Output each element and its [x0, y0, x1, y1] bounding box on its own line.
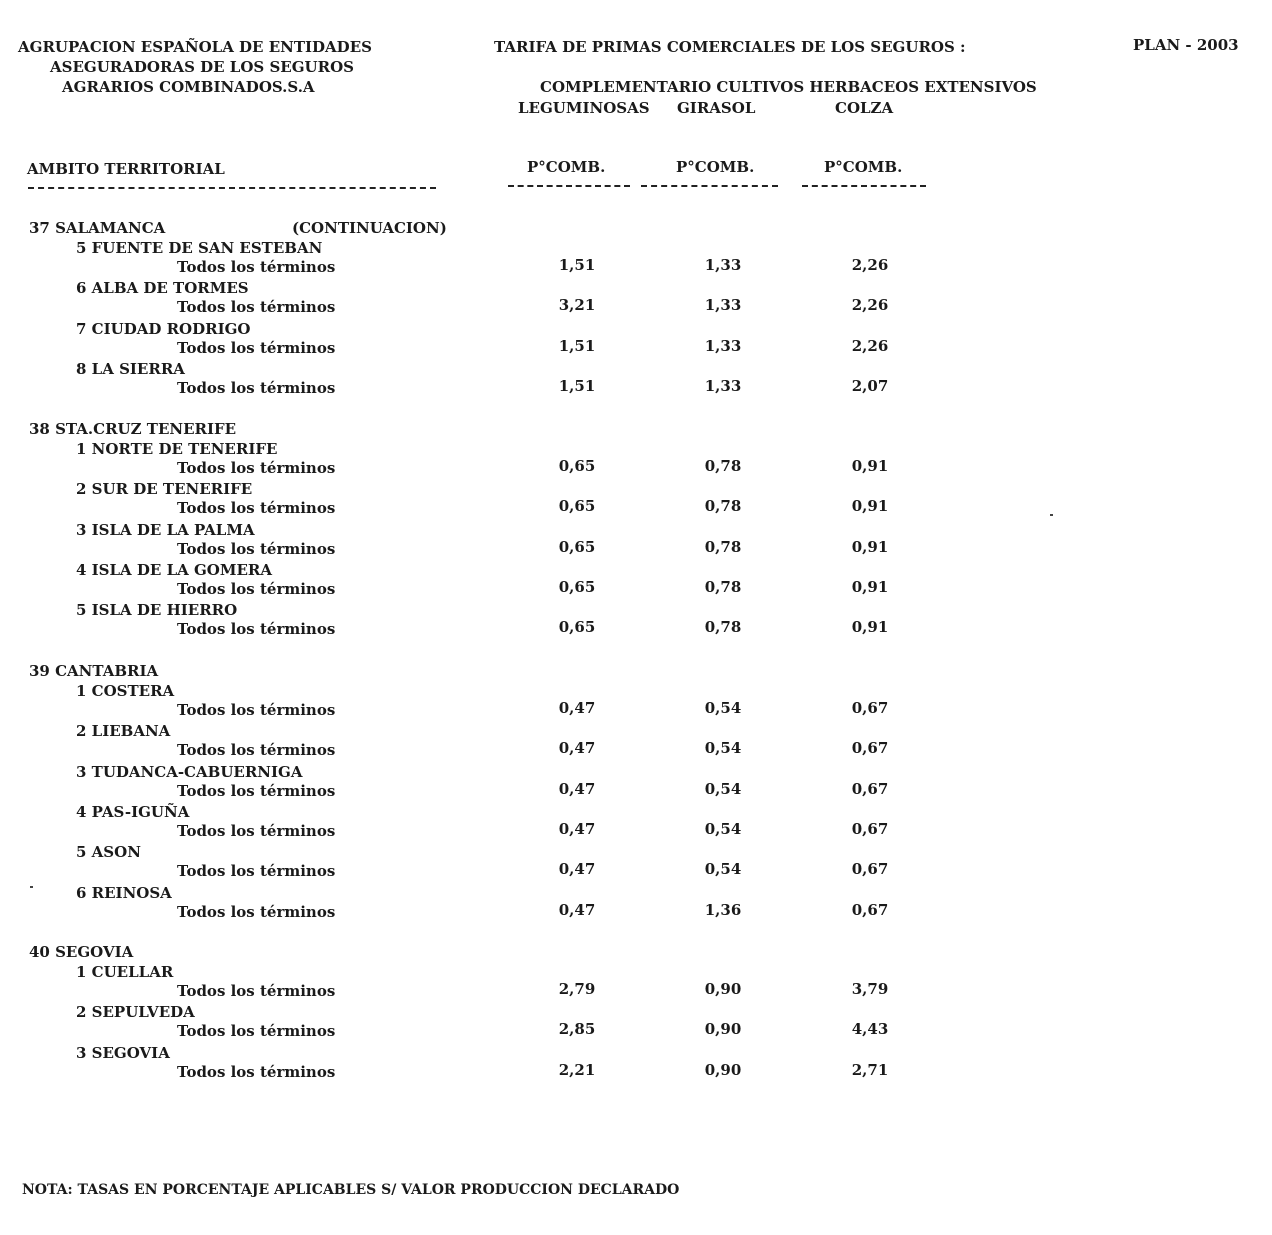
terms-label: Todos los términos [177, 620, 336, 638]
rate-value-colza: 0,91 [851, 538, 889, 556]
rate-value-leguminosas: 0,65 [558, 578, 596, 596]
rate-value-girasol: 0,54 [704, 780, 742, 798]
rate-value-leguminosas: 0,47 [558, 901, 596, 919]
insurance-subtitle: COMPLEMENTARIO CULTIVOS HERBACEOS EXTENSIVOS [540, 78, 1037, 96]
header-separator-leguminosas [508, 185, 630, 187]
scan-speck [30, 886, 33, 888]
org-name-line-3: AGRARIOS COMBINADOS.S.A [62, 78, 315, 96]
rate-value-girasol: 0,54 [704, 860, 742, 878]
rate-value-leguminosas: 0,47 [558, 820, 596, 838]
comarca-name: 5 ISLA DE HIERRO [76, 601, 238, 619]
rate-value-girasol: 0,78 [704, 457, 742, 475]
rate-value-colza: 2,26 [851, 256, 889, 274]
rate-value-girasol: 1,33 [704, 256, 742, 274]
rate-value-girasol: 0,90 [704, 980, 742, 998]
rate-value-girasol: 0,78 [704, 538, 742, 556]
rate-value-colza: 0,67 [851, 739, 889, 757]
rate-value-leguminosas: 1,51 [558, 377, 596, 395]
rate-value-leguminosas: 0,47 [558, 780, 596, 798]
terms-label: Todos los términos [177, 903, 336, 921]
rate-value-colza: 4,43 [851, 1020, 889, 1038]
rate-value-leguminosas: 2,85 [558, 1020, 596, 1038]
rate-value-leguminosas: 2,21 [558, 1061, 596, 1079]
rate-value-colza: 2,71 [851, 1061, 889, 1079]
org-name-line-2: ASEGURADORAS DE LOS SEGUROS [50, 58, 354, 76]
rate-value-girasol: 1,36 [704, 901, 742, 919]
terms-label: Todos los términos [177, 379, 336, 397]
rate-value-leguminosas: 0,65 [558, 497, 596, 515]
rate-value-leguminosas: 2,79 [558, 980, 596, 998]
comarca-name: 4 ISLA DE LA GOMERA [76, 561, 273, 579]
terms-label: Todos los términos [177, 258, 336, 276]
rate-value-colza: 0,67 [851, 820, 889, 838]
rate-value-leguminosas: 0,47 [558, 860, 596, 878]
terms-label: Todos los términos [177, 862, 336, 880]
rate-value-colza: 0,67 [851, 699, 889, 717]
crop-header-colza: COLZA [835, 99, 894, 117]
rate-value-colza: 3,79 [851, 980, 889, 998]
comarca-name: 5 ASON [76, 843, 141, 861]
rate-value-girasol: 1,33 [704, 377, 742, 395]
rate-value-colza: 0,91 [851, 497, 889, 515]
rate-value-girasol: 0,54 [704, 739, 742, 757]
terms-label: Todos los términos [177, 339, 336, 357]
rate-value-leguminosas: 3,21 [558, 296, 596, 314]
rate-value-leguminosas: 0,65 [558, 457, 596, 475]
footer-note: NOTA: TASAS EN PORCENTAJE APLICABLES S/ VALOR PRODUCCION DECLARADO [22, 1182, 680, 1198]
rate-value-girasol: 0,54 [704, 699, 742, 717]
rate-value-girasol: 0,90 [704, 1061, 742, 1079]
comarca-name: 2 SEPULVEDA [76, 1003, 195, 1021]
terms-label: Todos los términos [177, 701, 336, 719]
column-subheader-leguminosas: P°COMB. [527, 158, 606, 176]
province-heading: 40 SEGOVIA [29, 943, 134, 961]
continuation-note: (CONTINUACION) [292, 219, 447, 237]
terms-label: Todos los términos [177, 459, 336, 477]
rate-value-leguminosas: 1,51 [558, 337, 596, 355]
comarca-name: 3 SEGOVIA [76, 1044, 170, 1062]
comarca-name: 1 NORTE DE TENERIFE [76, 440, 278, 458]
rate-value-girasol: 0,78 [704, 618, 742, 636]
terms-label: Todos los términos [177, 741, 336, 759]
rate-value-girasol: 1,33 [704, 337, 742, 355]
comarca-name: 3 TUDANCA-CABUERNIGA [76, 763, 303, 781]
province-heading: 39 CANTABRIA [29, 662, 159, 680]
rate-value-colza: 2,07 [851, 377, 889, 395]
terms-label: Todos los términos [177, 499, 336, 517]
terms-label: Todos los términos [177, 782, 336, 800]
terms-label: Todos los términos [177, 982, 336, 1000]
rate-value-girasol: 0,54 [704, 820, 742, 838]
rate-value-leguminosas: 1,51 [558, 256, 596, 274]
comarca-name: 2 LIEBANA [76, 722, 171, 740]
rate-value-leguminosas: 0,65 [558, 538, 596, 556]
terms-label: Todos los términos [177, 580, 336, 598]
comarca-name: 2 SUR DE TENERIFE [76, 480, 253, 498]
org-name-line-1: AGRUPACION ESPAÑOLA DE ENTIDADES [18, 38, 372, 56]
rate-value-colza: 0,67 [851, 860, 889, 878]
rate-value-girasol: 0,78 [704, 497, 742, 515]
scan-speck [1050, 514, 1053, 516]
territory-column-header: AMBITO TERRITORIAL [27, 160, 225, 178]
rate-value-colza: 0,91 [851, 618, 889, 636]
comarca-name: 3 ISLA DE LA PALMA [76, 521, 255, 539]
comarca-name: 4 PAS-IGUÑA [76, 803, 190, 821]
rate-value-girasol: 1,33 [704, 296, 742, 314]
header-separator-colza [802, 185, 926, 187]
rate-value-girasol: 0,90 [704, 1020, 742, 1038]
header-separator-girasol [641, 185, 778, 187]
column-subheader-girasol: P°COMB. [676, 158, 755, 176]
terms-label: Todos los términos [177, 1022, 336, 1040]
rate-value-colza: 0,67 [851, 901, 889, 919]
rate-value-leguminosas: 0,65 [558, 618, 596, 636]
crop-header-leguminosas: LEGUMINOSAS [518, 99, 650, 117]
rate-value-colza: 2,26 [851, 337, 889, 355]
rate-value-colza: 2,26 [851, 296, 889, 314]
rate-value-colza: 0,91 [851, 457, 889, 475]
comarca-name: 1 CUELLAR [76, 963, 174, 981]
province-heading: 38 STA.CRUZ TENERIFE [29, 420, 237, 438]
rate-value-girasol: 0,78 [704, 578, 742, 596]
rate-value-leguminosas: 0,47 [558, 699, 596, 717]
comarca-name: 6 REINOSA [76, 884, 172, 902]
terms-label: Todos los términos [177, 540, 336, 558]
terms-label: Todos los términos [177, 822, 336, 840]
comarca-name: 7 CIUDAD RODRIGO [76, 320, 251, 338]
rate-value-colza: 0,91 [851, 578, 889, 596]
column-subheader-colza: P°COMB. [824, 158, 903, 176]
plan-label: PLAN - 2003 [1133, 36, 1239, 54]
terms-label: Todos los términos [177, 298, 336, 316]
comarca-name: 8 LA SIERRA [76, 360, 185, 378]
tariff-title: TARIFA DE PRIMAS COMERCIALES DE LOS SEGUROS : [494, 38, 966, 56]
rate-value-colza: 0,67 [851, 780, 889, 798]
comarca-name: 5 FUENTE DE SAN ESTEBAN [76, 239, 323, 257]
terms-label: Todos los términos [177, 1063, 336, 1081]
comarca-name: 6 ALBA DE TORMES [76, 279, 249, 297]
comarca-name: 1 COSTERA [76, 682, 175, 700]
header-separator-territory [28, 187, 436, 189]
crop-header-girasol: GIRASOL [677, 99, 756, 117]
province-heading: 37 SALAMANCA [29, 219, 166, 237]
rate-value-leguminosas: 0,47 [558, 739, 596, 757]
